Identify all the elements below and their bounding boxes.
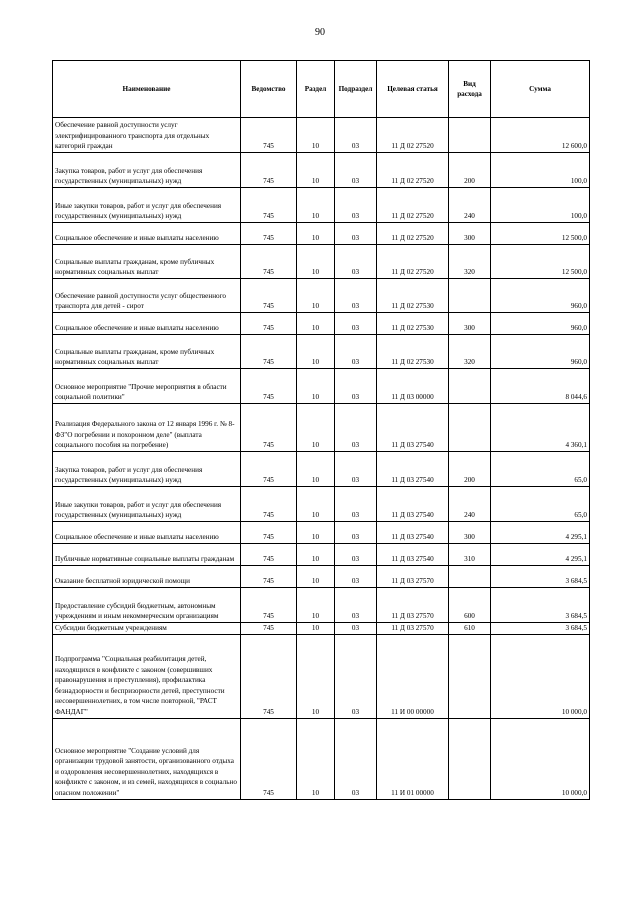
row-expense: [449, 118, 491, 153]
row-razdel: 10: [297, 188, 335, 223]
row-name: Социальное обеспечение и иные выплаты населению: [53, 223, 241, 245]
row-name: Оказание бесплатной юридической помощи: [53, 566, 241, 588]
row-name: Социальное обеспечение и иные выплаты населению: [53, 522, 241, 544]
row-target: 11 Д 02 27530: [377, 313, 449, 335]
row-podrazdel: 03: [335, 588, 377, 623]
row-razdel: 10: [297, 313, 335, 335]
header-vedomstvo: Ведомство: [241, 61, 297, 118]
row-target: 11 И 00 00000: [377, 634, 449, 718]
table-row: [53, 245, 590, 279]
row-podrazdel: 03: [335, 245, 377, 279]
row-razdel: 10: [297, 522, 335, 544]
row-expense: 610: [449, 623, 491, 635]
row-podrazdel: 03: [335, 522, 377, 544]
row-razdel: 10: [297, 153, 335, 188]
row-target: 11 Д 02 27520: [377, 245, 449, 279]
row-expense: [449, 279, 491, 313]
row-vedomstvo: 745: [241, 522, 297, 544]
row-podrazdel: 03: [335, 404, 377, 452]
row-target: 11 Д 03 00000: [377, 369, 449, 404]
header-razdel: Раздел: [297, 61, 335, 118]
row-sum: 8 044,6: [491, 369, 590, 404]
header-podrazdel: Подраздел: [335, 61, 377, 118]
table-row: [53, 404, 590, 452]
table-row: [53, 544, 590, 566]
row-sum: 10 000,0: [491, 634, 590, 718]
row-vedomstvo: 745: [241, 245, 297, 279]
row-expense: 240: [449, 188, 491, 223]
row-name: Обеспечение равной доступности услуг общественного транспорта для детей - сирот: [53, 279, 241, 313]
table-row: [53, 452, 590, 487]
row-target: 11 Д 03 27540: [377, 404, 449, 452]
table-row: [53, 313, 590, 335]
row-razdel: 10: [297, 718, 335, 799]
row-expense: 300: [449, 522, 491, 544]
row-razdel: 10: [297, 588, 335, 623]
table-row: [53, 566, 590, 588]
table-row: [53, 118, 590, 153]
table-row: [53, 223, 590, 245]
row-name: Социальные выплаты гражданам, кроме публичных нормативных социальных выплат: [53, 245, 241, 279]
row-name: Субсидии бюджетным учреждениям: [53, 623, 241, 635]
row-sum: 960,0: [491, 335, 590, 369]
table-row: [53, 188, 590, 223]
row-vedomstvo: 745: [241, 544, 297, 566]
row-razdel: 10: [297, 335, 335, 369]
row-name: Социальное обеспечение и иные выплаты населению: [53, 313, 241, 335]
row-sum: 10 000,0: [491, 718, 590, 799]
row-sum: 4 360,1: [491, 404, 590, 452]
row-razdel: 10: [297, 118, 335, 153]
row-vedomstvo: 745: [241, 452, 297, 487]
table-row: [53, 279, 590, 313]
table-row: [53, 369, 590, 404]
row-expense: [449, 566, 491, 588]
row-expense: [449, 404, 491, 452]
row-razdel: 10: [297, 369, 335, 404]
row-sum: 65,0: [491, 452, 590, 487]
row-expense: [449, 634, 491, 718]
row-sum: 3 684,5: [491, 566, 590, 588]
row-sum: 100,0: [491, 188, 590, 223]
table-row: [53, 588, 590, 623]
row-sum: 12 500,0: [491, 245, 590, 279]
row-vedomstvo: 745: [241, 223, 297, 245]
row-name: Предоставление субсидий бюджетным, автономным учреждениям и иным некоммерческим организациям: [53, 588, 241, 623]
row-vedomstvo: 745: [241, 118, 297, 153]
row-podrazdel: 03: [335, 452, 377, 487]
row-podrazdel: 03: [335, 188, 377, 223]
row-name: Основное мероприятие "Создание условий для организации трудовой занятости, организованного отдыха и оздоровления несовершеннолетних, находящихся в конфликте с законом, и из семей, находящихся в социально опасном положении": [53, 718, 241, 799]
row-target: 11 Д 02 27520: [377, 188, 449, 223]
row-name: Основное мероприятие "Прочие мероприятия в области социальной политики": [53, 369, 241, 404]
header-target: Целевая статья: [377, 61, 449, 118]
row-target: 11 Д 02 27520: [377, 153, 449, 188]
row-target: 11 Д 03 27540: [377, 544, 449, 566]
row-name: Иные закупки товаров, работ и услуг для обеспечения государственных (муниципальных) нужд: [53, 487, 241, 522]
row-sum: 4 295,1: [491, 522, 590, 544]
row-podrazdel: 03: [335, 566, 377, 588]
row-target: 11 Д 03 27540: [377, 487, 449, 522]
table-header-row: [53, 61, 590, 118]
row-target: 11 Д 03 27570: [377, 623, 449, 635]
row-name: Иные закупки товаров, работ и услуг для обеспечения государственных (муниципальных) нужд: [53, 188, 241, 223]
row-podrazdel: 03: [335, 223, 377, 245]
row-razdel: 10: [297, 623, 335, 635]
row-vedomstvo: 745: [241, 634, 297, 718]
row-expense: 320: [449, 335, 491, 369]
row-expense: 600: [449, 588, 491, 623]
row-sum: 960,0: [491, 279, 590, 313]
row-podrazdel: 03: [335, 487, 377, 522]
row-vedomstvo: 745: [241, 335, 297, 369]
row-target: 11 Д 03 27570: [377, 588, 449, 623]
row-podrazdel: 03: [335, 634, 377, 718]
row-target: 11 Д 02 27520: [377, 223, 449, 245]
row-razdel: 10: [297, 634, 335, 718]
table-row: [53, 487, 590, 522]
row-target: 11 Д 02 27520: [377, 118, 449, 153]
budget-table: [52, 60, 590, 800]
row-vedomstvo: 745: [241, 313, 297, 335]
row-vedomstvo: 745: [241, 369, 297, 404]
row-razdel: 10: [297, 566, 335, 588]
row-target: 11 Д 03 27570: [377, 566, 449, 588]
row-podrazdel: 03: [335, 118, 377, 153]
row-expense: 320: [449, 245, 491, 279]
row-vedomstvo: 745: [241, 153, 297, 188]
row-expense: 300: [449, 313, 491, 335]
row-target: 11 Д 02 27530: [377, 279, 449, 313]
page-number: 90: [315, 27, 325, 38]
row-razdel: 10: [297, 487, 335, 522]
row-sum: 12 600,0: [491, 118, 590, 153]
table-row: [53, 718, 590, 799]
row-razdel: 10: [297, 245, 335, 279]
row-name: Реализация Федерального закона от 12 января 1996 г. № 8-ФЗ"О погребении и похоронном деле" (выплата социального пособия на погребение): [53, 404, 241, 452]
row-razdel: 10: [297, 544, 335, 566]
row-vedomstvo: 745: [241, 588, 297, 623]
row-vedomstvo: 745: [241, 623, 297, 635]
row-podrazdel: 03: [335, 153, 377, 188]
row-podrazdel: 03: [335, 623, 377, 635]
row-name: Закупка товаров, работ и услуг для обеспечения государственных (муниципальных) нужд: [53, 452, 241, 487]
row-sum: 12 500,0: [491, 223, 590, 245]
row-expense: 300: [449, 223, 491, 245]
table-row: [53, 623, 590, 635]
row-name: Обеспечение равной доступности услуг электрифицированного транспорта для отдельных категорий граждан: [53, 118, 241, 153]
table-row: [53, 634, 590, 718]
row-expense: [449, 718, 491, 799]
row-razdel: 10: [297, 279, 335, 313]
row-expense: [449, 369, 491, 404]
table-row: [53, 153, 590, 188]
table-row: [53, 335, 590, 369]
row-expense: 200: [449, 153, 491, 188]
row-name: Социальные выплаты гражданам, кроме публичных нормативных социальных выплат: [53, 335, 241, 369]
row-vedomstvo: 745: [241, 404, 297, 452]
header-name: Наименование: [53, 61, 241, 118]
row-target: 11 Д 02 27530: [377, 335, 449, 369]
row-expense: 240: [449, 487, 491, 522]
row-target: 11 И 01 00000: [377, 718, 449, 799]
row-razdel: 10: [297, 404, 335, 452]
row-sum: 3 684,5: [491, 588, 590, 623]
row-sum: 100,0: [491, 153, 590, 188]
row-vedomstvo: 745: [241, 566, 297, 588]
row-vedomstvo: 745: [241, 279, 297, 313]
row-podrazdel: 03: [335, 718, 377, 799]
row-target: 11 Д 03 27540: [377, 452, 449, 487]
table-row: [53, 522, 590, 544]
row-name: Публичные нормативные социальные выплаты гражданам: [53, 544, 241, 566]
row-razdel: 10: [297, 223, 335, 245]
row-razdel: 10: [297, 452, 335, 487]
row-sum: 960,0: [491, 313, 590, 335]
row-name: Закупка товаров, работ и услуг для обеспечения государственных (муниципальных) нужд: [53, 153, 241, 188]
row-sum: 65,0: [491, 487, 590, 522]
row-vedomstvo: 745: [241, 487, 297, 522]
row-podrazdel: 03: [335, 544, 377, 566]
row-expense: 200: [449, 452, 491, 487]
header-sum: Сумма: [491, 61, 590, 118]
row-podrazdel: 03: [335, 313, 377, 335]
header-expense: Вид расхода: [449, 61, 491, 118]
row-podrazdel: 03: [335, 369, 377, 404]
row-name: Подпрограмма "Социальная реабилитация детей, находящихся в конфликте с законом (совершивших правонарушения и преступления), профилактика безнадзорности и беспризорности детей, преступности несовершеннолетних, в том числе повторной, "РАСТ ФАНДАГ": [53, 634, 241, 718]
row-vedomstvo: 745: [241, 718, 297, 799]
row-sum: 4 295,1: [491, 544, 590, 566]
row-podrazdel: 03: [335, 279, 377, 313]
row-vedomstvo: 745: [241, 188, 297, 223]
row-expense: 310: [449, 544, 491, 566]
row-podrazdel: 03: [335, 335, 377, 369]
row-sum: 3 684,5: [491, 623, 590, 635]
row-target: 11 Д 03 27540: [377, 522, 449, 544]
